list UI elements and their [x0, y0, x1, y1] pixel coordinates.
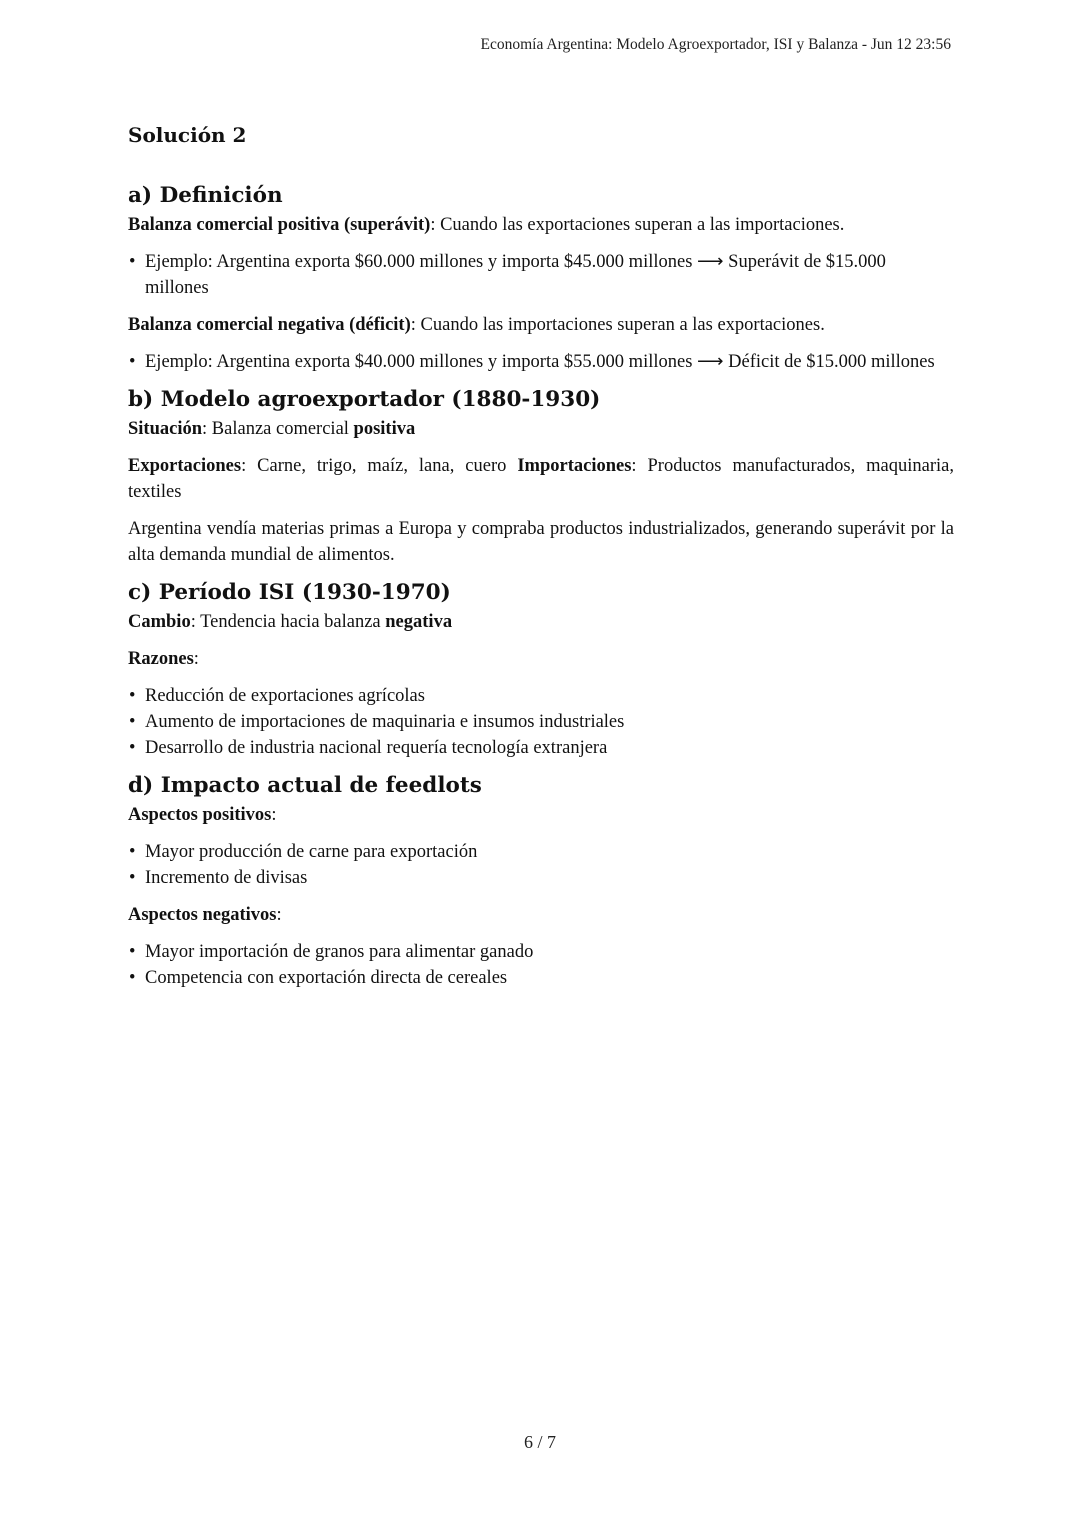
negative-balance-text: : Cuando las importaciones superan a las exportaciones.	[410, 315, 825, 335]
page-header: Economía Argentina: Modelo Agroexportador, ISI y Balanza - Jun 12 23:56	[480, 36, 951, 53]
change-text: : Tendencia hacia balanza	[190, 612, 386, 632]
negative-aspect-text: Mayor importación de granos para alimentar ganado	[145, 942, 534, 962]
change-value: negativa	[385, 612, 453, 632]
negative-balance-definition	[128, 312, 954, 338]
negative-aspects-list	[128, 939, 954, 991]
situation-value: positiva	[353, 419, 416, 439]
bullet-icon: •	[129, 352, 136, 372]
reason-text: Desarrollo de industria nacional requería tecnología extranjera	[145, 738, 608, 758]
negative-example-list	[128, 349, 954, 375]
exports-label: Exportaciones	[128, 456, 242, 476]
change-line	[128, 609, 954, 635]
section-b-heading: b) Modelo agroexportador (1880-1930)	[128, 387, 601, 412]
list-item	[129, 865, 954, 891]
agroexport-explanation: Argentina vendía materias primas a Europa y compraba productos industrializados, generando superávit por la alta demanda mundial de alimentos.	[128, 519, 954, 565]
section-d-heading: d) Impacto actual de feedlots	[128, 773, 482, 798]
section-c-heading: c) Período ISI (1930-1970)	[128, 580, 451, 605]
reasons-line	[128, 646, 954, 672]
section-a-heading: a) Definición	[128, 183, 283, 208]
positive-balance-term: Balanza comercial positiva (superávit)	[128, 215, 431, 235]
list-item	[129, 349, 954, 375]
bullet-icon: •	[129, 842, 136, 862]
positive-aspects-line	[128, 802, 954, 828]
positive-example-list	[128, 249, 954, 301]
reason-text: Reducción de exportaciones agrícolas	[145, 686, 425, 706]
list-item	[129, 939, 954, 965]
imports-text: : Productos manufacturados, maquinaria, textiles	[128, 456, 955, 502]
reasons-list	[128, 683, 954, 761]
situation-text: : Balanza comercial	[202, 419, 354, 439]
bullet-icon: •	[129, 942, 136, 962]
bullet-icon: •	[129, 712, 136, 732]
reasons-label: Razones	[128, 649, 194, 669]
negative-example-text: Ejemplo: Argentina exporta $40.000 millones y importa $55.000 millones ⟶ Déficit de $15.000 millones	[145, 352, 935, 372]
reasons-colon: :	[193, 649, 199, 669]
negative-aspects-colon: :	[276, 905, 282, 925]
situation-line	[128, 416, 954, 442]
list-item	[129, 839, 954, 865]
negative-balance-term: Balanza comercial negativa (déficit)	[128, 315, 411, 335]
list-item	[129, 965, 954, 991]
exports-text: : Carne, trigo, maíz, lana, cuero	[241, 456, 518, 476]
list-item	[129, 709, 954, 735]
bullet-icon: •	[129, 738, 136, 758]
negative-aspect-text: Competencia con exportación directa de cereales	[145, 968, 508, 988]
positive-aspects-list	[128, 839, 954, 891]
list-item	[129, 735, 954, 761]
document-body	[128, 120, 954, 1002]
positive-aspect-text: Incremento de divisas	[145, 868, 308, 888]
reason-text: Aumento de importaciones de maquinaria e insumos industriales	[145, 712, 625, 732]
imports-label: Importaciones	[517, 456, 632, 476]
positive-aspect-text: Mayor producción de carne para exportación	[145, 842, 478, 862]
negative-aspects-line	[128, 902, 954, 928]
situation-label: Situación	[128, 419, 203, 439]
bullet-icon: •	[129, 968, 136, 988]
list-item	[129, 683, 954, 709]
positive-balance-definition	[128, 212, 954, 238]
positive-aspects-label: Aspectos positivos	[128, 805, 272, 825]
solution-title: Solución 2	[128, 123, 247, 147]
positive-balance-text: : Cuando las exportaciones superan a las importaciones.	[430, 215, 845, 235]
exports-imports-line	[128, 453, 954, 505]
bullet-icon: •	[129, 868, 136, 888]
negative-aspects-label: Aspectos negativos	[128, 905, 277, 925]
list-item	[129, 249, 954, 301]
positive-example-text: Ejemplo: Argentina exporta $60.000 millones y importa $45.000 millones ⟶ Superávit de $15.000 millones	[145, 252, 886, 298]
page-number: 6 / 7	[523, 1432, 556, 1452]
change-label: Cambio	[128, 612, 191, 632]
positive-aspects-colon: :	[271, 805, 277, 825]
bullet-icon: •	[129, 252, 136, 272]
bullet-icon: •	[129, 686, 136, 706]
